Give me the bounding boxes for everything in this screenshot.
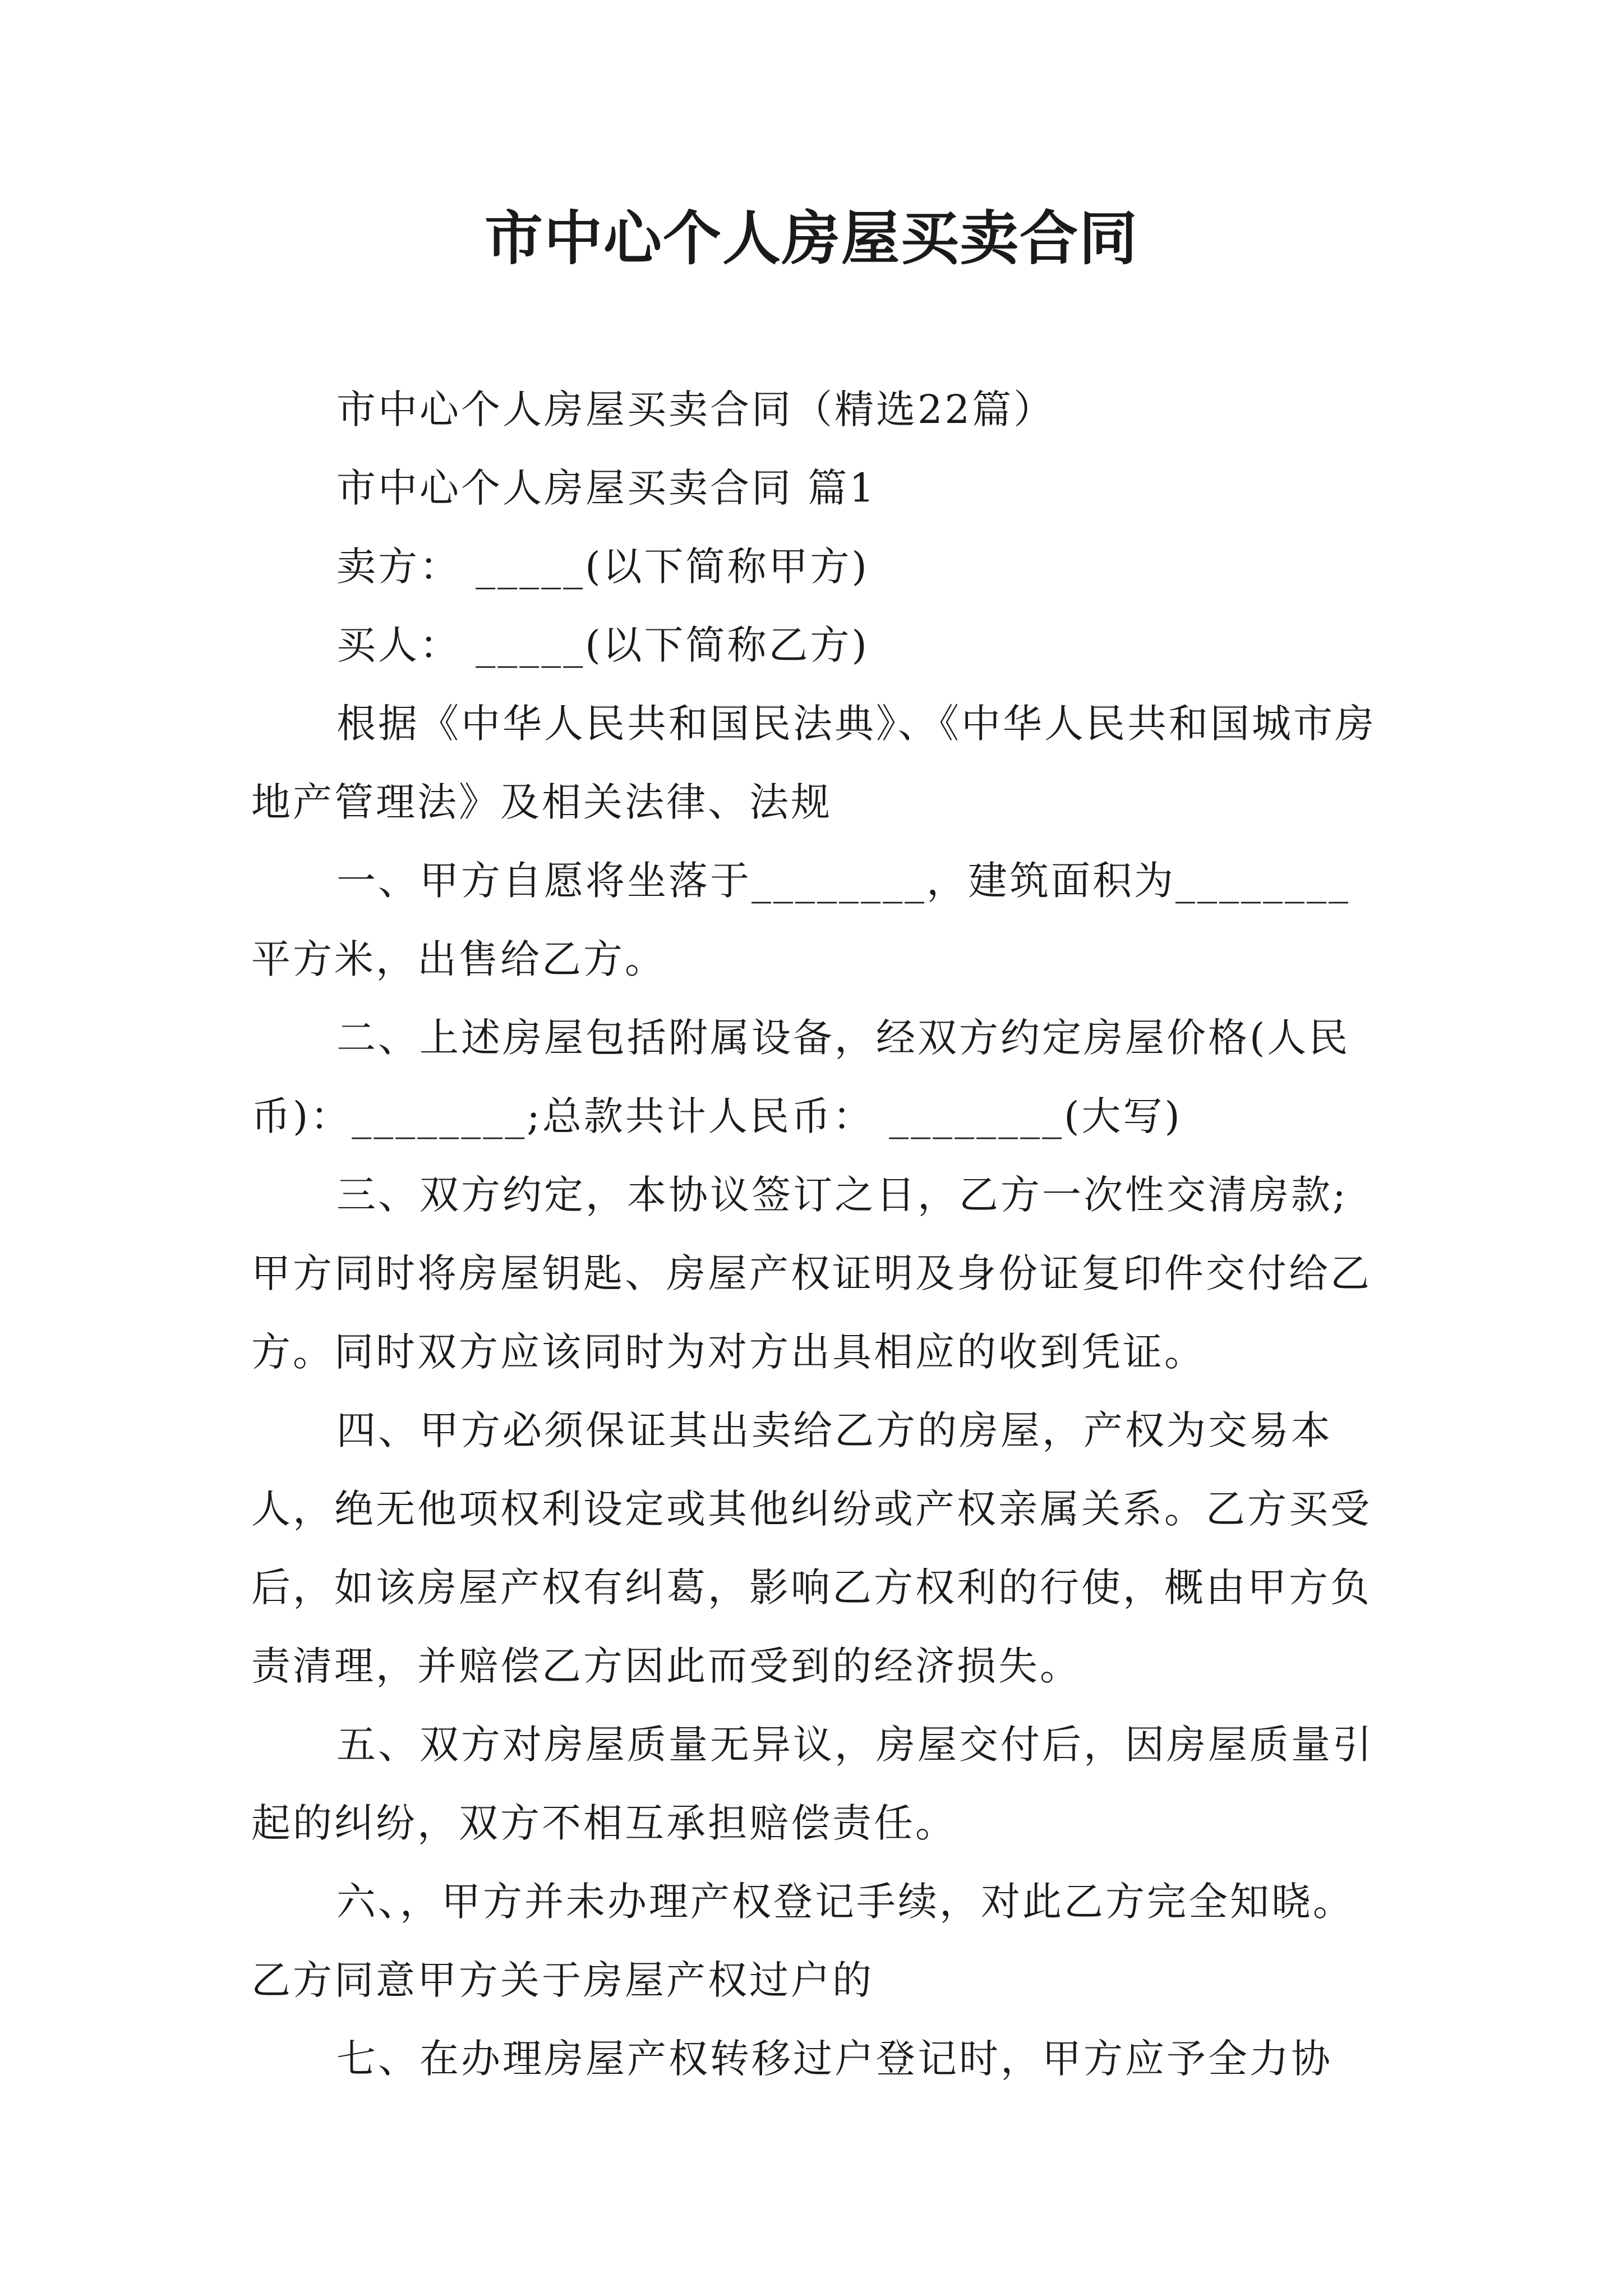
paragraph-clause-2: 二、上述房屋包括附属设备，经双方约定房屋价格(人民币)：________;总款共计人民币： ________(大写): [251, 1015, 1350, 1139]
paragraph-buyer: 买人： _____(以下简称乙方): [336, 622, 869, 668]
paragraph-clause-1: 一、甲方自愿将坐落于________，建筑面积为________平方米，出售给乙方。: [251, 858, 1350, 982]
paragraph-seller: 卖方： _____(以下简称甲方): [336, 544, 869, 590]
paragraph-collection-title: 市中心个人房屋买卖合同（精选22篇）: [336, 386, 1055, 432]
paragraph-clause-3: 三、双方约定，本协议签订之日，乙方一次性交清房款;甲方同时将房屋钥匙、房屋产权证明及身份证复印件交付给乙方。同时双方应该同时为对方出具相应的收到凭证。: [251, 1172, 1372, 1375]
paragraph-section-heading: 市中心个人房屋买卖合同 篇1: [336, 465, 877, 511]
document-title: 市中心个人房屋买卖合同: [484, 204, 1138, 273]
paragraph-legal-basis: 根据《中华人民共和国民法典》、《中华人民共和国城市房地产管理法》及相关法律、法规: [251, 701, 1376, 825]
paragraph-clause-6: 六、，甲方并未办理产权登记手续，对此乙方完全知晓。乙方同意甲方关于房屋产权过户的: [251, 1879, 1354, 2003]
paragraph-clause-4: 四、甲方必须保证其出卖给乙方的房屋，产权为交易本人，绝无他项权利设定或其他纠纷或产权亲属关系。乙方买受后，如该房屋产权有纠葛，影响乙方权利的行使，概由甲方负责清理，并赔偿乙方因此而受到的经济损失。: [251, 1407, 1372, 1689]
paragraph-clause-5: 五、双方对房屋质量无异议，房屋交付后，因房屋质量引起的纠纷，双方不相互承担赔偿责任。: [251, 1722, 1374, 1846]
paragraph-clause-7: 七、在办理房屋产权转移过户登记时，甲方应予全力协: [336, 2036, 1332, 2082]
document-body: [251, 370, 1384, 2098]
